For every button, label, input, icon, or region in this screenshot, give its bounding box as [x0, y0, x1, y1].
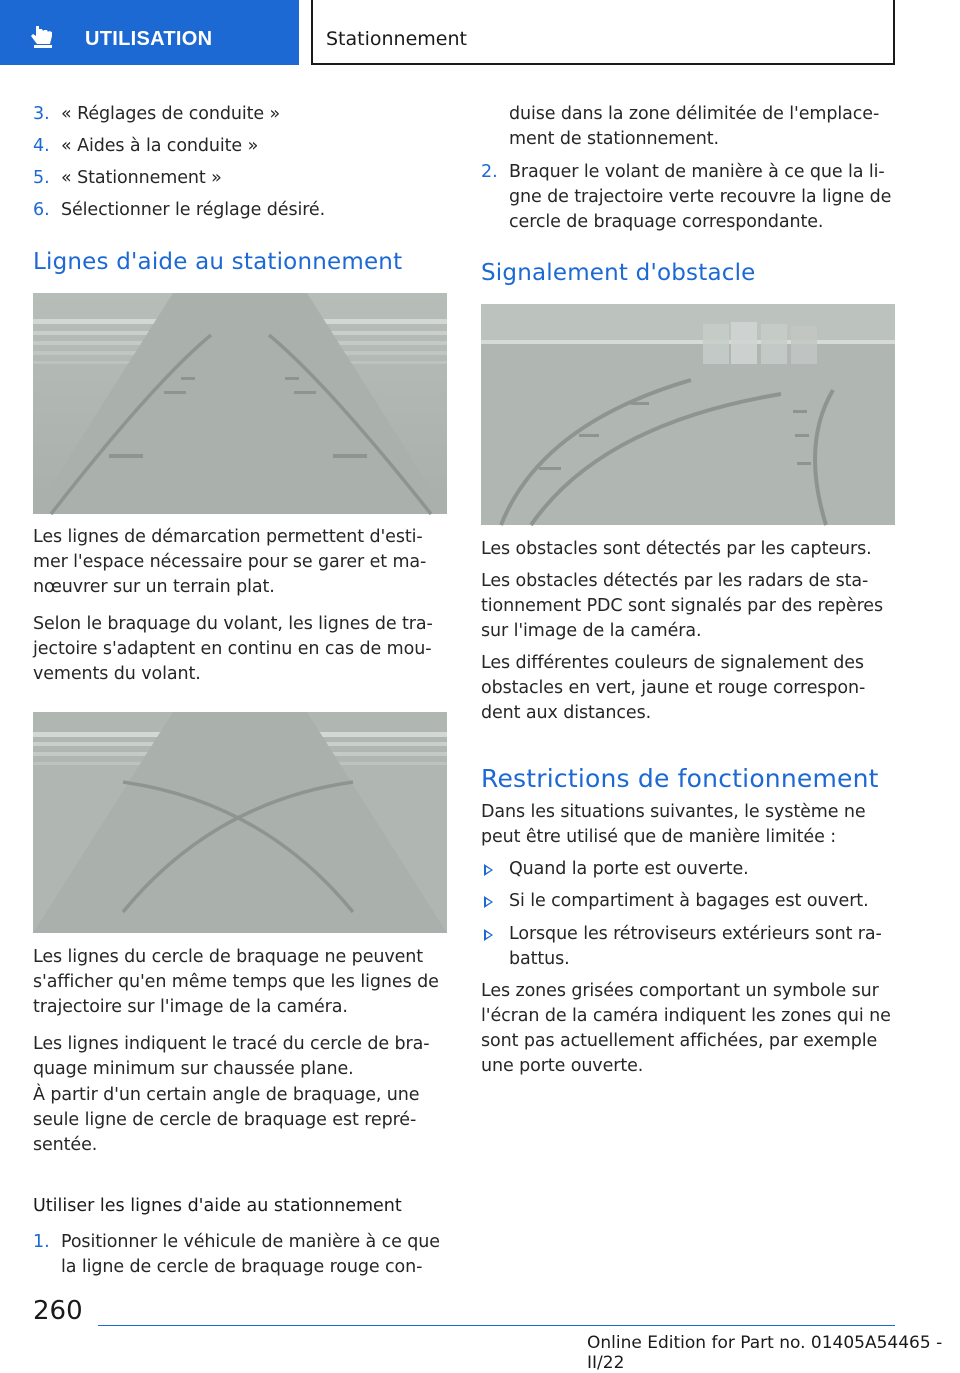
step-text: Positionner le véhicule de manière à ce que la ligne de cercle de braquage rouge con-: [61, 1232, 440, 1277]
paragraph: Les zones grisées comportant un symbole sur l'écran de la caméra indiquent les zones qui ne sont pas actuellement affichées, par exemple une porte ouverte.: [481, 981, 891, 1076]
step-number: 6.: [33, 200, 50, 220]
paragraph: Les lignes indiquent le tracé du cercle de bra- quage minimum sur chaussée plane.: [33, 1034, 430, 1079]
header-section-label: UTILISATION: [85, 28, 213, 50]
header-section-tab[interactable]: [0, 0, 299, 65]
section-heading-restrictions: Restrictions de fonctionnement: [481, 764, 879, 793]
parking-lines-illustration: [33, 293, 447, 514]
paragraph: Les lignes de démarcation permettent d'esti- mer l'espace nécessaire pour se garer et ma- nœuvrer sur un terrain plat.: [33, 527, 427, 597]
touch-hand-icon: [30, 22, 62, 50]
paragraph: Dans les situations suivantes, le système ne peut être utilisé que de manière limitée :: [481, 802, 866, 847]
footer-divider: [98, 1325, 895, 1326]
obstacle-signal-illustration: [481, 304, 895, 525]
bullet-arrow-icon: [484, 864, 493, 876]
footer-edition: Online Edition for Part no. 01405A54465 - II/22: [587, 1333, 943, 1373]
paragraph: Selon le braquage du volant, les lignes de tra- jectoire s'adaptent en continu en cas de mou- vements du volant.: [33, 614, 433, 684]
step-number: 2.: [481, 162, 498, 182]
step-text-continued: duise dans la zone délimitée de l'emplace- ment de stationnement.: [509, 104, 880, 149]
bullet-text: Lorsque les rétroviseurs extérieurs sont ra- battus.: [509, 924, 882, 969]
paragraph: À partir d'un certain angle de braquage, une seule ligne de cercle de braquage est repré- sentée.: [33, 1085, 420, 1155]
step-text: « Réglages de conduite »: [61, 104, 281, 124]
page-number: 260: [33, 1296, 83, 1326]
step-text: Sélectionner le réglage désiré.: [61, 200, 326, 220]
step-number: 1.: [33, 1232, 50, 1252]
bullet-arrow-icon: [484, 896, 493, 908]
step-text: Braquer le volant de manière à ce que la li- gne de trajectoire verte recouvre la ligne de cercle de braquage correspondante.: [509, 162, 892, 232]
header-page-title: Stationnement: [326, 28, 467, 50]
bullet-arrow-icon: [484, 929, 493, 941]
step-number: 3.: [33, 104, 50, 124]
paragraph: Les lignes du cercle de braquage ne peuvent s'afficher qu'en même temps que les lignes de trajectoire sur l'image de la caméra.: [33, 947, 439, 1017]
section-heading-parking-lines: Lignes d'aide au stationnement: [33, 249, 403, 275]
bullet-text: Si le compartiment à bagages est ouvert.: [509, 891, 869, 911]
step-text: « Aides à la conduite »: [61, 136, 259, 156]
section-heading-obstacle: Signalement d'obstacle: [481, 260, 756, 286]
paragraph: Les différentes couleurs de signalement des obstacles en vert, jaune et rouge correspon- dent aux distances.: [481, 653, 866, 723]
paragraph: Les obstacles détectés par les radars de sta- tionnement PDC sont signalés par des repères sur l'image de la caméra.: [481, 571, 883, 641]
step-text: « Stationnement »: [61, 168, 222, 188]
step-number: 4.: [33, 136, 50, 156]
bullet-text: Quand la porte est ouverte.: [509, 859, 749, 879]
turning-circle-illustration: [33, 712, 447, 933]
paragraph: Les obstacles sont détectés par les capteurs.: [481, 539, 872, 559]
subheading-use-lines: Utiliser les lignes d'aide au stationnement: [33, 1196, 402, 1216]
step-number: 5.: [33, 168, 50, 188]
